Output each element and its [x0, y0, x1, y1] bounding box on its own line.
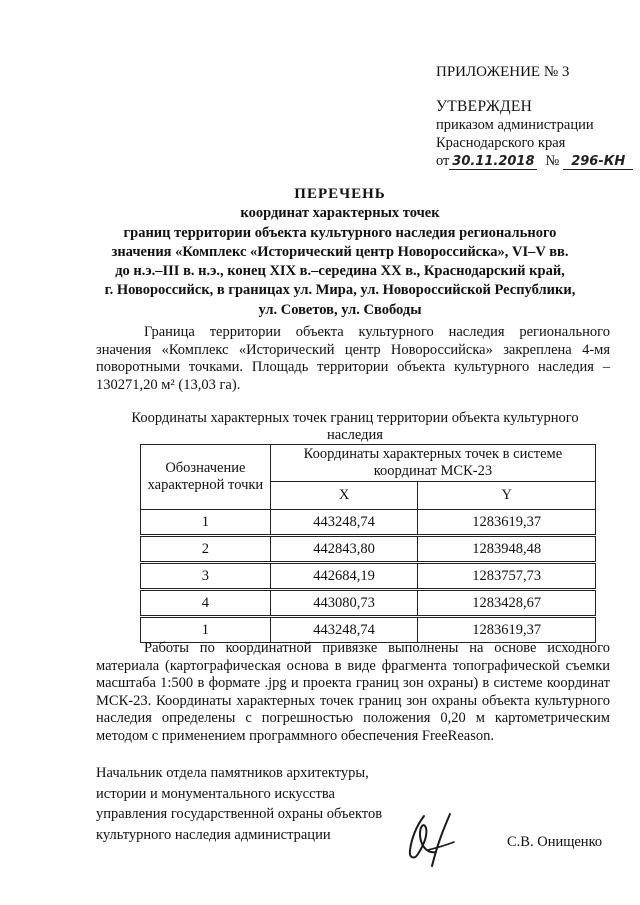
x-cell: 443248,74 — [270, 510, 418, 536]
group-header-line-2: координат МСК-23 — [373, 463, 493, 479]
table-caption-line-1: Координаты характерных точек границ территории объекта культурного — [131, 410, 579, 426]
y-cell: 1283428,67 — [418, 590, 596, 617]
x-cell: 442684,19 — [270, 563, 418, 590]
title-line-4: до н.э.–III в. н.э., конец XIX в.–середина XX в., Краснодарский край, — [115, 263, 565, 280]
table-row — [141, 590, 596, 617]
order-date: 30.11.2018 — [449, 154, 537, 170]
appendix-label: ПРИЛОЖЕНИЕ № 3 — [436, 64, 570, 80]
coordinates-table — [140, 444, 596, 643]
x-cell: 443080,73 — [270, 590, 418, 617]
point-cell: 1 — [141, 617, 271, 643]
method-line-5: наследия определены с погрешностью положения 0,20 м картометрическим — [96, 710, 610, 727]
approved-by-line-1: приказом администрации — [436, 117, 594, 133]
table-caption — [110, 410, 600, 444]
boundary-line-3: поворотными точками. Площадь территории объекта культурного наследия – — [96, 359, 610, 376]
coordinates-group-header — [270, 445, 595, 482]
point-column-header — [141, 445, 271, 510]
point-cell: 4 — [141, 590, 271, 617]
signatory-name: С.В. Онищенко — [507, 834, 603, 850]
point-header-line-1: Обозначение — [165, 460, 246, 476]
table-caption-line-2: наследия — [327, 427, 383, 443]
position-line-4: культурного наследия администрации — [96, 826, 331, 843]
title-line-6: ул. Советов, ул. Свободы — [258, 301, 422, 318]
point-header-line-2: характерной точки — [147, 477, 264, 493]
order-line — [436, 153, 633, 170]
table-row — [141, 563, 596, 590]
method-paragraph — [96, 640, 610, 746]
signatory-position — [96, 763, 382, 845]
table-row — [141, 536, 596, 563]
y-column-header: Y — [418, 482, 596, 510]
handwritten-signature — [398, 810, 468, 870]
title-main: ПЕРЕЧЕНЬ — [294, 186, 386, 202]
document-title — [80, 185, 600, 320]
order-prefix: от — [436, 153, 450, 169]
position-line-2: истории и монументального искусства — [96, 785, 335, 802]
boundary-line-2: значения «Комплекс «Исторический центр Новороссийска» закреплена 4-мя — [96, 341, 610, 358]
y-cell: 1283757,73 — [418, 563, 596, 590]
y-cell: 1283948,48 — [418, 536, 596, 563]
position-line-1: Начальник отдела памятников архитектуры, — [96, 765, 369, 781]
point-cell: 2 — [141, 536, 271, 563]
point-cell: 1 — [141, 510, 271, 536]
point-cell: 3 — [141, 563, 271, 590]
method-line-4: МСК-23. Координаты характерных точек границ зон охраны объекта культурного — [96, 692, 610, 709]
group-header-line-1: Координаты характерных точек в системе — [303, 446, 563, 462]
y-cell: 1283619,37 — [418, 617, 596, 643]
x-column-header: X — [270, 482, 418, 510]
approved-label: УТВЕРЖДЕН — [436, 98, 533, 115]
title-line-1: координат характерных точек — [240, 205, 440, 222]
boundary-paragraph — [96, 324, 610, 394]
method-line-3: масштаба 1:500 в формате .jpg и проекта границ зон охраны) в системе координат — [96, 675, 610, 692]
order-number: 296-КН — [563, 154, 633, 170]
x-cell: 443248,74 — [270, 617, 418, 643]
method-line-2: материала (картографическая основа в виде фрагмента топографической съемки — [96, 657, 610, 674]
title-line-3: значения «Комплекс «Исторический центр Новороссийска», VI–V вв. — [111, 243, 569, 260]
title-line-2: границ территории объекта культурного наследия регионального — [123, 224, 557, 241]
title-line-5: г. Новороссийск, в границах ул. Мира, ул. Новороссийской Республики, — [104, 282, 576, 299]
method-line-1: Работы по координатной привязке выполнены на основе исходного — [144, 640, 610, 656]
approved-by-line-2: Краснодарского края — [436, 135, 566, 151]
position-line-3: управления государственной охраны объектов — [96, 806, 383, 822]
table-row — [141, 617, 596, 643]
y-cell: 1283619,37 — [418, 510, 596, 536]
order-number-label: № — [545, 153, 560, 169]
x-cell: 442843,80 — [270, 536, 418, 563]
boundary-line-1: Граница территории объекта культурного наследия регионального — [144, 324, 610, 340]
table-row — [141, 510, 596, 536]
boundary-line-4: 130271,20 м² (13,03 га). — [96, 376, 241, 393]
method-line-6: методом с применением программного обеспечения FreeReason. — [96, 727, 494, 744]
